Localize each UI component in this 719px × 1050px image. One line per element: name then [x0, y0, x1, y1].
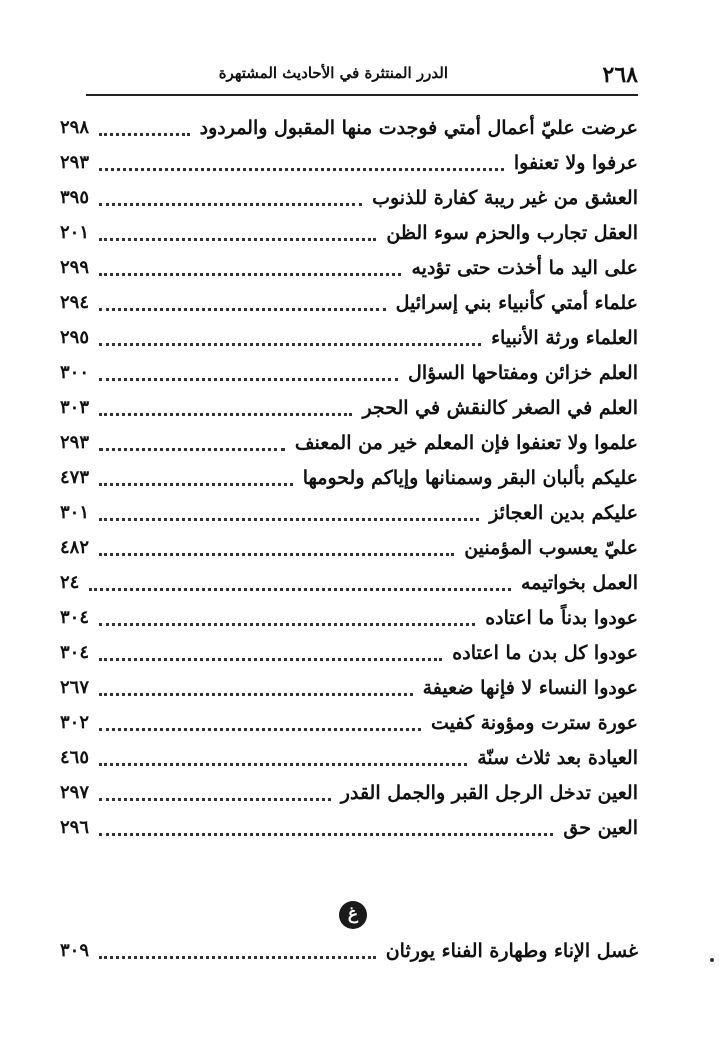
index-entry [60, 565, 638, 600]
entry-text: عورة سترت ومؤونة كفيت [430, 711, 638, 734]
entry-text: عرفوا ولا تعنفوا [513, 151, 638, 174]
entry-page-number: ٢٤ [60, 572, 80, 593]
dot-leader [99, 289, 386, 311]
entry-text: العشق من غير ريبة كفارة للذنوب [372, 186, 638, 209]
entry-text: عودوا كل بدن ما اعتاده [452, 641, 638, 664]
header-rule [86, 94, 638, 96]
entry-page-number: ٢٦٧ [60, 677, 90, 698]
entry-page-number: ٣٠١ [60, 502, 90, 523]
entry-page-number: ٣٠٤ [60, 642, 90, 663]
dot-leader [99, 674, 413, 696]
dot-leader [99, 814, 553, 836]
entry-page-number: ٣٩٥ [60, 187, 90, 208]
index-entry [60, 180, 638, 215]
index-entry [60, 705, 638, 740]
entry-page-number: ٤٦٥ [60, 747, 90, 768]
entry-page-number: ٢٩٤ [60, 292, 90, 313]
entry-page-number: ٢٩٩ [60, 257, 90, 278]
page-header [86, 58, 638, 94]
entry-text: العيادة بعد ثلاث سنّة [477, 746, 638, 769]
dot-leader [99, 709, 421, 731]
index-entry [60, 285, 638, 320]
entry-page-number: ٢٩٥ [60, 327, 90, 348]
index-entry [60, 215, 638, 250]
index-entry [60, 933, 638, 968]
dot-leader [99, 429, 285, 451]
entry-page-number: ٣٠٤ [60, 607, 90, 628]
entry-text: علموا ولا تعنفوا فإن المعلم خير من المعنف [294, 431, 638, 454]
running-title: الدرر المنتثرة في الأحاديث المشتهرة [218, 64, 448, 82]
entry-text: عليّ يعسوب المؤمنين [464, 536, 638, 559]
index-entry [60, 320, 638, 355]
index-entry [60, 460, 638, 495]
dot-leader [99, 744, 467, 766]
entry-page-number: ٣٠٢ [60, 712, 90, 733]
dot-leader [99, 534, 454, 556]
dot-leader [99, 219, 376, 241]
dot-leader [99, 149, 504, 171]
dot-leader [89, 569, 511, 591]
entry-text: العين حق [563, 816, 638, 839]
index-entry [60, 775, 638, 810]
entry-text: عرضت عليّ أعمال أمتي فوجدت منها المقبول والمردود [199, 116, 638, 139]
entry-text: عودوا النساء لا فإنها ضعيفة [422, 676, 638, 699]
entry-page-number: ٢٩٧ [60, 782, 90, 803]
section-letter-badge: غ [339, 901, 367, 929]
section-index-list [60, 933, 638, 968]
dot-leader [99, 499, 479, 521]
index-entry [60, 390, 638, 425]
entry-page-number: ٣٠٠ [60, 362, 90, 383]
index-entry [60, 145, 638, 180]
dot-leader [99, 937, 376, 959]
dot-leader [99, 359, 398, 381]
entry-page-number: ٣٠٩ [60, 940, 90, 961]
margin-speck [710, 958, 714, 962]
entry-page-number: ٢٩٣ [60, 152, 90, 173]
entry-text: على اليد ما أخذت حتى تؤديه [411, 256, 638, 279]
entry-page-number: ٢٩٦ [60, 817, 90, 838]
entry-page-number: ٤٨٢ [60, 537, 90, 558]
index-entry [60, 740, 638, 775]
entry-text: العلماء ورثة الأنبياء [491, 326, 638, 349]
dot-leader [99, 779, 331, 801]
entry-text: عودوا بدناً ما اعتاده [485, 606, 638, 629]
index-entry [60, 635, 638, 670]
entry-text: العقل تجارب والحزم سوء الظن [386, 221, 638, 244]
entry-page-number: ٢٩٨ [60, 117, 90, 138]
index-entry [60, 355, 638, 390]
page-number: ٢٦٨ [602, 62, 638, 88]
dot-leader [99, 114, 190, 136]
index-entry [60, 495, 638, 530]
entry-text: عليكم بألبان البقر وسمنانها وإياكم ولحومها [302, 466, 638, 489]
dot-leader [99, 639, 442, 661]
dot-leader [99, 464, 293, 486]
entry-page-number: ٢٠١ [60, 222, 90, 243]
index-entry [60, 530, 638, 565]
index-entry [60, 600, 638, 635]
index-entry [60, 810, 638, 845]
entry-text: العمل بخواتيمه [520, 571, 638, 594]
dot-leader [99, 324, 481, 346]
entry-text: علماء أمتي كأنبياء بني إسرائيل [395, 291, 638, 314]
index-entry [60, 670, 638, 705]
dot-leader [99, 184, 362, 206]
index-entry [60, 425, 638, 460]
entry-page-number: ٤٧٣ [60, 467, 90, 488]
entry-text: العلم في الصغر كالنقش في الحجر [362, 396, 638, 419]
entry-page-number: ٢٩٣ [60, 432, 90, 453]
index-entry [60, 110, 638, 145]
index-entry [60, 250, 638, 285]
entry-text: عليكم بدين العجائز [489, 501, 638, 524]
entry-text: العين تدخل الرجل القبر والجمل القدر [340, 781, 638, 804]
entry-text: العلم خزائن ومفتاحها السؤال [408, 361, 638, 384]
dot-leader [99, 604, 475, 626]
dot-leader [99, 254, 401, 276]
entry-text: غسل الإناء وطهارة الفناء يورثان [385, 939, 638, 962]
index-list [60, 110, 638, 845]
dot-leader [99, 394, 352, 416]
entry-page-number: ٣٠٣ [60, 397, 90, 418]
